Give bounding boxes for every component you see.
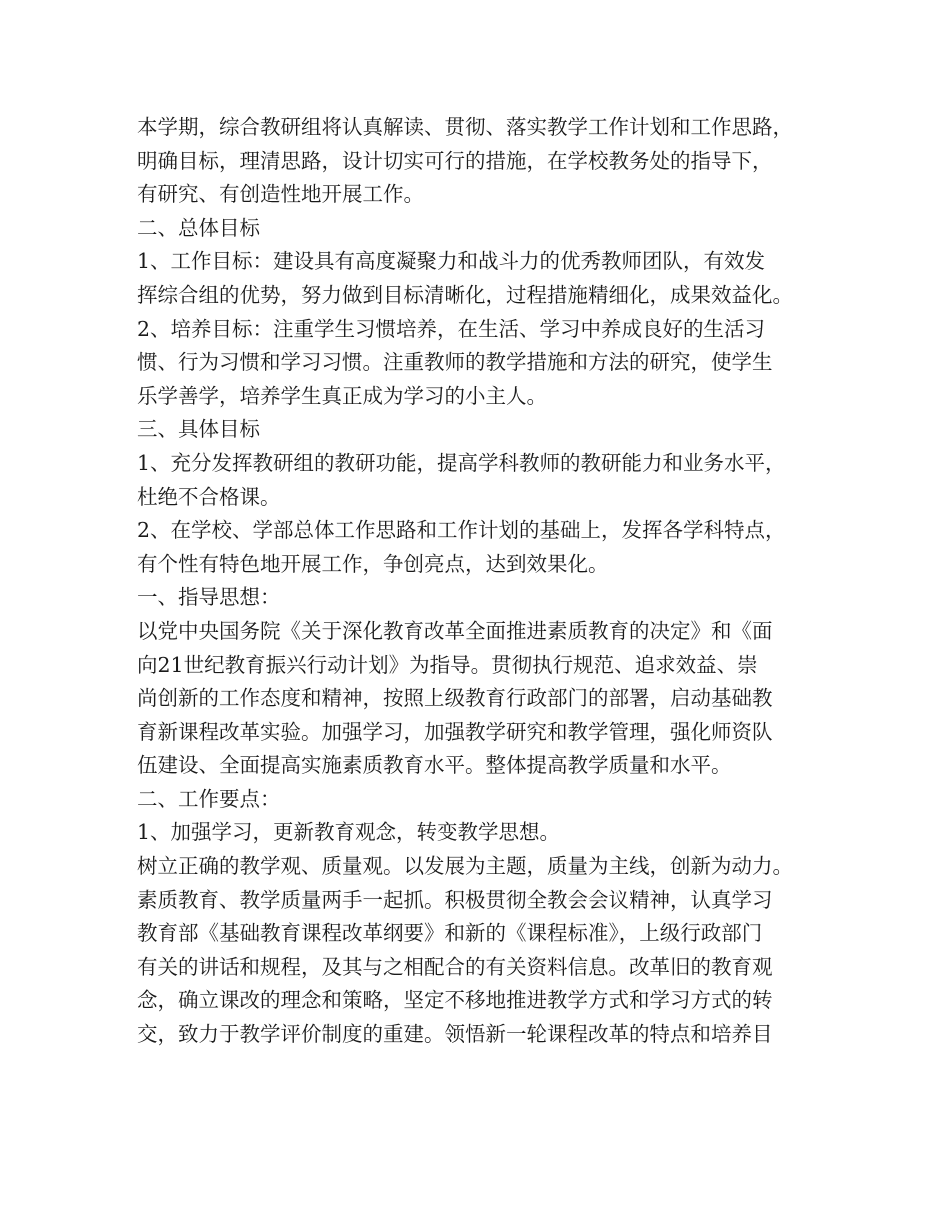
text-line: 惯、行为习惯和学习习惯。注重教师的教学措施和方法的研究，使学生 [137,350,773,375]
text-line: 有个性有特色地开展工作，争创亮点，达到效果化。 [137,551,609,576]
text-line: 尚创新的工作态度和精神，按照上级教育行政部门的部署，启动基础教 [137,686,773,711]
text-line: 伍建设、全面提高实施素质教育水平。整体提高教学质量和水平。 [137,753,732,778]
text-line: 交，致力于教学评价制度的重建。领悟新一轮课程改革的特点和培养目 [137,1022,773,1047]
text-line: 1、加强学习，更新教育观念，转变教学思想。 [137,820,561,845]
text-line: 2、培养目标：注重学生习惯培养，在生活、学习中养成良好的生活习 [137,316,766,341]
text-line: 乐学善学，培养学生真正成为学习的小主人。 [137,383,547,408]
text-line: 念，确立课改的理念和策略，坚定不移地推进教学方式和学习方式的转 [137,988,773,1013]
text-line: 2、在学校、学部总体工作思路和工作计划的基础上，发挥各学科特点， [137,518,786,543]
text-line: 明确目标，理清思路，设计切实可行的措施，在学校教务处的指导下， [137,148,773,173]
text-line: 树立正确的教学观、质量观。以发展为主题，质量为主线，创新为动力。 [137,854,793,879]
text-line: 教育部《基础教育课程改革纲要》和新的《课程标准》，上级行政部门 [137,921,763,946]
text-line: 有关的讲话和规程，及其与之相配合的有关资料信息。改革旧的教育观 [137,954,773,979]
text-line: 1、工作目标：建设具有高度凝聚力和战斗力的优秀教师团队，有效发 [137,249,766,274]
section-heading: 二、总体目标 [137,215,260,240]
text-line: 本学期，综合教研组将认真解读、贯彻、落实教学工作计划和工作思路， [137,115,793,139]
text-line: 育新课程改革实验。加强学习，加强教学研究和教学管理，强化师资队 [137,719,773,744]
section-heading: 二、工作要点： [137,786,281,811]
text-line: 挥综合组的优势，努力做到目标清晰化，过程措施精细化，成果效益化。 [137,282,793,307]
text-line: 有研究、有创造性地开展工作。 [137,182,424,207]
section-heading: 一、指导思想： [137,585,281,610]
text-line: 向21世纪教育振兴行动计划》为指导。贯彻执行规范、追求效益、崇 [137,652,758,677]
document-page [137,111,837,1052]
text-line: 杜绝不合格课。 [137,484,281,509]
text-line: 1、充分发挥教研组的教研功能，提高学科教师的教研能力和业务水平， [137,450,786,475]
text-line: 素质教育、教学质量两手一起抓。积极贯彻全教会会议精神，认真学习 [137,887,773,912]
text-line: 以党中央国务院《关于深化教育改革全面推进素质教育的决定》和《面 [137,618,773,643]
section-heading: 三、具体目标 [137,417,260,442]
